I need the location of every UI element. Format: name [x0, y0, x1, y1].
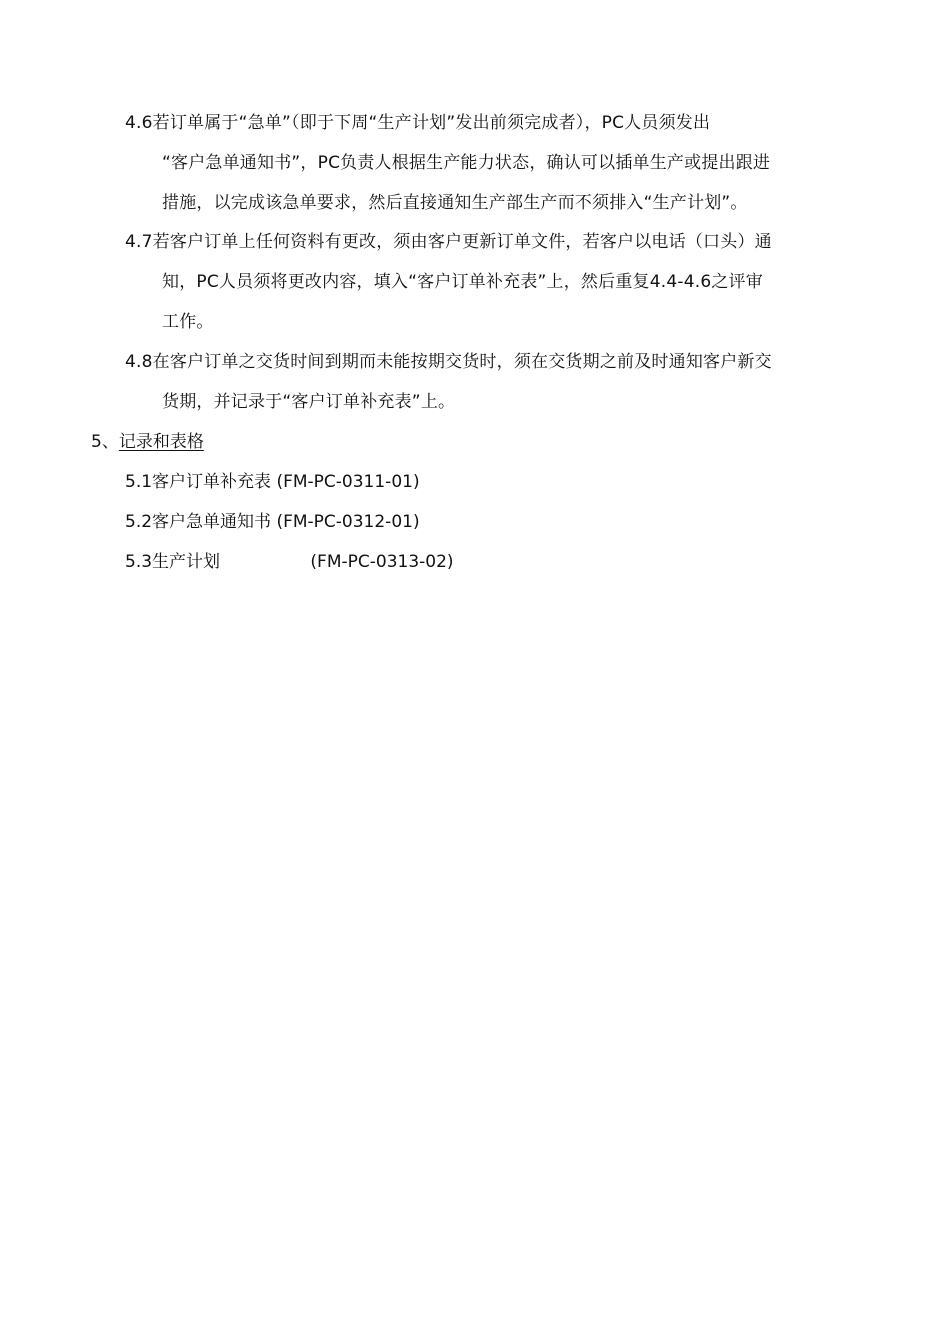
record-name: 5.3生产计划 — [125, 552, 221, 572]
record-code: (FM-PC-0312-01) — [276, 512, 420, 532]
clause-4-7-line-1: 4.7若客户订单上任何资料有更改，须由客户更新订单文件，若客户以电话（口头）通 — [125, 232, 772, 252]
clause-4-6-line-1: 4.6若订单属于“急单”（即于下周“生产计划”发出前须完成者），PC人员须发出 — [125, 113, 711, 133]
clause-4-8-line-1: 4.8在客户订单之交货时间到期而未能按期交货时，须在交货期之前及时通知客户新交 — [125, 352, 772, 372]
record-item-5-3 — [125, 542, 454, 582]
record-name: 5.2客户急单通知书 — [125, 512, 272, 532]
clause-4-6-line-2: “客户急单通知书”，PC负责人根据生产能力状态，确认可以插单生产或提出跟进 — [162, 153, 771, 173]
clause-4-8-line-2: 货期，并记录于“客户订单补充表”上。 — [162, 392, 456, 412]
record-code: (FM-PC-0311-01) — [276, 472, 420, 492]
record-code: (FM-PC-0313-02) — [310, 552, 454, 572]
section-5-title: 记录和表格 — [118, 432, 204, 452]
section-5-heading — [91, 422, 204, 462]
clause-4-6 — [125, 103, 865, 223]
clause-4-6-line-3: 措施，以完成该急单要求，然后直接通知生产部生产而不须排入“生产计划”。 — [162, 193, 748, 213]
clause-4-7-line-3: 工作。 — [162, 312, 214, 332]
clause-4-7 — [125, 222, 865, 342]
record-item-5-1 — [125, 462, 420, 502]
record-item-5-2 — [125, 502, 420, 542]
section-5-number: 5、 — [91, 432, 119, 452]
clause-4-8 — [125, 342, 865, 422]
clause-4-7-line-2: 知，PC人员须将更改内容，填入“客户订单补充表”上，然后重复4.4-4.6之评审 — [162, 272, 763, 292]
record-name: 5.1客户订单补充表 — [125, 472, 272, 492]
